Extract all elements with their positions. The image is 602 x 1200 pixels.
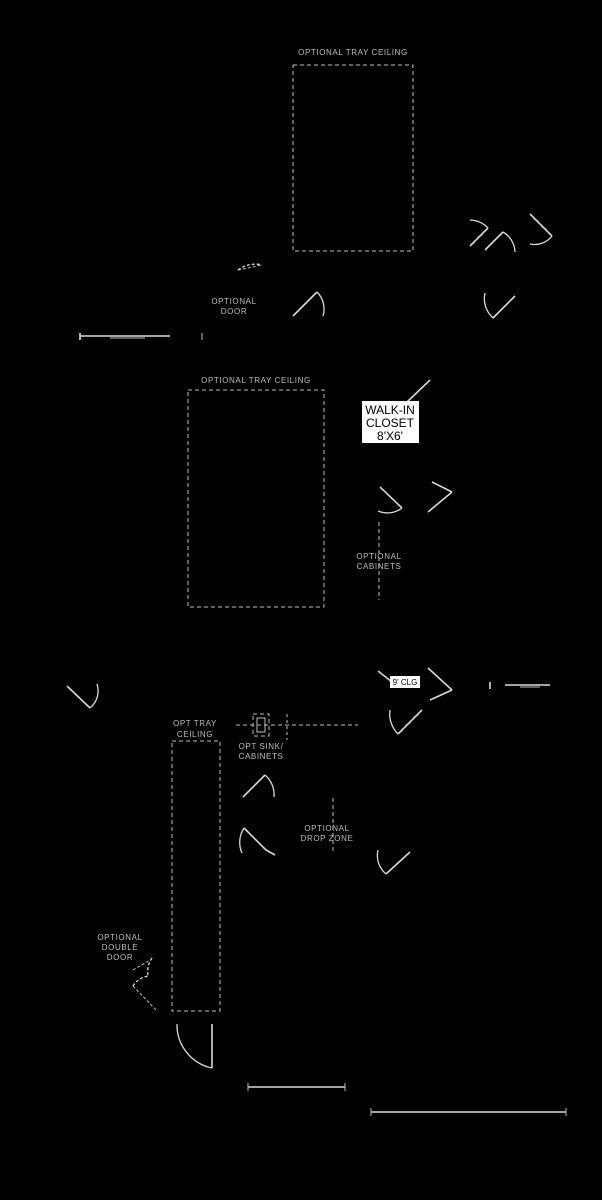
double-door-label-line1: OPTIONAL [97,933,143,942]
door-swing-top-right [470,214,552,318]
opt-tray-label-line2: CEILING [176,730,214,739]
double-door-swing [133,958,156,1010]
tray-ceiling-top-label: OPTIONAL TRAY CEILING [298,48,408,57]
drop-zone-label-line2: DROP ZONE [300,834,354,843]
optional-cabinets-label-line2: CABINETS [356,562,402,571]
opt-tray-label-line1: OPT TRAY [173,719,217,728]
window-wall-right [490,682,550,689]
opt-sink-cabinets [236,714,358,740]
walkin-closet-label-line2: CLOSET [365,416,415,430]
closet-door-line [407,380,430,402]
drop-zone-label-line1: OPTIONAL [304,824,350,833]
optional-cabinets-label-line1: OPTIONAL [356,552,402,561]
door-swing-left [67,684,98,708]
front-door-swing [177,1024,212,1068]
walkin-closet-label-line3: 8'X6' [377,429,403,443]
closet-door-swings [378,482,452,513]
optional-door-label-line1: OPTIONAL [211,297,257,306]
bottom-walls [248,1083,566,1116]
opt-sink-label-line2: CABINETS [238,752,284,761]
opt-sink-label-line1: OPT SINK/ [238,742,284,751]
double-door-label-line2: DOUBLE [101,943,139,952]
door-swing-drop-zone [377,850,410,874]
optional-door-label-line2: DOOR [220,307,248,316]
tray-ceiling-top-outline [293,65,413,251]
tray-ceiling-mid-outline [188,390,324,607]
clg-label: 9' CLG [392,678,418,687]
double-door-label-line3: DOOR [106,953,134,962]
door-swing-mid-left [293,292,324,316]
door-swings-sink-area [240,775,275,855]
tray-ceiling-mid-label: OPTIONAL TRAY CEILING [201,376,311,385]
window-wall-left [80,333,202,340]
walkin-closet-label-line1: WALK-IN [365,403,415,417]
optional-door-swing [238,264,262,270]
opt-tray-outline [172,741,220,1011]
